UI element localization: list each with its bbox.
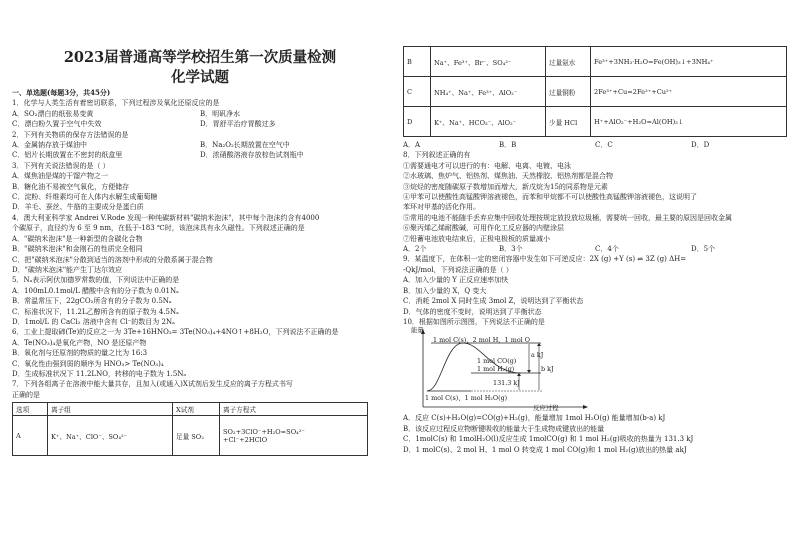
option-a: A．A — [403, 141, 421, 149]
question-1 — [12, 98, 388, 129]
question-stem: 5．Nₐ表示阿伏加德罗常数的值，下列说法中正确的是 — [12, 276, 180, 285]
question-stem: 2．下列有关物质的保存方法错误的是 — [12, 130, 129, 139]
question-stem: 1．化学与人类生活有着密切联系，下列过程涉及氧化还原反应的是 — [12, 99, 220, 108]
table-cell: 足量 SO₂ — [173, 416, 220, 456]
table-cell: K⁺、Na⁺、HCO₃⁻、AlO₂⁻ — [431, 107, 546, 137]
option-c: C．氧化性由强到弱的顺序为 HNO₃> Te(NO₃)₄ — [12, 359, 164, 368]
option-c: C．4个 — [595, 245, 619, 254]
table-cell: D — [404, 107, 431, 137]
option-d: D．D — [691, 141, 710, 149]
option-d: D．胃舒平治疗胃酸过多 — [200, 120, 276, 129]
table-header-row — [13, 403, 368, 416]
option-a: A．2个 — [403, 245, 427, 254]
question-stem: 4．澳大利亚科学家 Andrei V.Rode 发现一种纯碳新材料"碳纳米泡沫"，其中每个泡沫约含有4000 — [12, 213, 320, 222]
question-stem-cont: 正确的是 — [12, 390, 40, 399]
b-arrow-head — [537, 343, 541, 346]
statement-5: ⑤常用的电池不能随手丢弃应集中回收处理按规定放投放垃圾桶，需要统一回收，最主要的原因是回收金属 — [403, 213, 732, 222]
statement-2: ②水玻璃、焦炉气、铝热剂、煤焦油、天然橡胶、铝热剂都是混合物 — [403, 172, 613, 181]
statement-1: ①需要通电才可以进行的有：电解、电离、电镀、电泳 — [403, 161, 571, 170]
option-c: C．铝片长期放置在不密封的纸盒里 — [12, 151, 123, 160]
table-cell: 少量 HCl — [546, 107, 591, 137]
table-row — [404, 77, 787, 107]
header-cell: 离子方程式 — [220, 403, 368, 416]
statement-7: ⑦铅蓄电池放电结束后，正极电极板的质量减小 — [403, 234, 550, 243]
header-cell: X试剂 — [173, 403, 220, 416]
question-stem: 3．下列有关说法错误的是（ ） — [12, 161, 110, 170]
question-10 — [403, 317, 787, 455]
option-c: C．淀粉、纤维素均可在人体内水解生成葡萄糖 — [12, 193, 158, 202]
section-heading: 一、单选题(每题3分，共45分) — [12, 88, 111, 97]
delta-arrow-head — [517, 373, 521, 376]
a-arrow-head — [527, 370, 531, 373]
option-a: A．"碳纳米泡沫"是一种新型的含碳化合物 — [12, 234, 143, 243]
option-b: B．该反应过程反应物断键吸收的能量大于生成物成键放出的能量 — [403, 424, 605, 433]
q7-options — [403, 140, 787, 150]
delta-label: 131.3 kJ — [493, 379, 520, 388]
table-cell: Na⁺、Fe³⁺、Br⁻、SO₄²⁻ — [431, 47, 546, 77]
right-column — [403, 0, 787, 560]
table-row — [404, 107, 787, 137]
equation-line: +Cl⁻+2HClO — [223, 435, 268, 444]
table-row — [404, 47, 787, 77]
option-c: C．消耗 2mol X 同时生成 3mol Z，说明达到了平衡状态 — [403, 297, 584, 306]
option-a: A．反应 C(s)+H₂O(g)=CO(g)+H₂(g)，能量增加 1mol H₂O(g) 能量增加(b-a) kJ — [403, 414, 666, 423]
option-b: B．加入少量的 X，Q 变大 — [403, 286, 487, 295]
question-5 — [12, 275, 388, 327]
option-b: B．明矾净水 — [200, 109, 241, 118]
option-c: C．漂白粉久置于空气中失效 — [12, 120, 102, 129]
option-a: A．Te(NO₃)₄是氧化产物，NO 是还原产物 — [12, 338, 147, 347]
level-bottom-label: 1 mol C(s)、1 mol H₂O(g) — [425, 394, 508, 403]
question-6 — [12, 327, 388, 379]
question-4 — [12, 213, 388, 275]
table-cell: B — [404, 47, 431, 77]
energy-diagram — [411, 326, 651, 413]
table-cell: A — [13, 416, 48, 456]
table-cell: K⁺、Na⁺、ClO⁻、SO₄²⁻ — [48, 416, 173, 456]
option-d: D．羊毛、蚕丝、牛筋的主要成分是蛋白质 — [12, 203, 144, 212]
x-axis-label: 反应过程 — [533, 404, 559, 413]
a-label: a kJ — [531, 351, 544, 360]
option-d: D．5个 — [691, 245, 716, 254]
question-stem: 9．某温度下，在体积一定的密闭容器中发生如下可逆反应：2X (g) +Y (s) ⇌ 3Z (g) ΔH= — [403, 255, 687, 264]
option-b: B．3个 — [499, 245, 523, 254]
question-9 — [403, 254, 787, 316]
statement-4: ④甲苯可以使酸性高锰酸钾溶液褪色，而苯和甲烷都不可以使酸性高锰酸钾溶液褪色，这说明了 — [403, 193, 697, 202]
option-d: D．1 molC(s)、2 mol H、1 mol O 转变成 1 mol CO(g)和 1 mol H₂(g)放出的热量 akJ — [403, 445, 687, 454]
option-c: C．标准状况下，11.2L乙醇所含有的原子数为 4.5Nₐ — [12, 307, 179, 316]
option-b: B．糖化油不易被空气氧化，方便储存 — [12, 182, 130, 191]
option-b: B．Na₂O₂长期放置在空气中 — [200, 141, 290, 150]
equation-line: SO₂+3ClO⁻+H₂O=SO₄²⁻ — [223, 427, 305, 436]
table-row — [13, 416, 368, 456]
statement-4-cont: 苯环对甲基的活化作用。 — [403, 203, 480, 212]
option-c: C．把"碳纳米泡沫"分散到适当的溶剂中形成的分散系属于混合物 — [12, 255, 213, 264]
option-b: B．B — [499, 141, 517, 149]
option-b: B．"碳纳米泡沫"和金刚石的性质完全相同 — [12, 245, 143, 254]
b-label: b kJ — [541, 365, 554, 374]
question-stem: 6．工业上提取碲(Te)的反应之一为 3Te+16HNO₃= 3Te(NO₃)₄+4NO↑+8H₂O，下列说法不正确的是 — [12, 328, 339, 337]
header-cell: 离子组 — [48, 403, 173, 416]
statement-6: ⑥聚丙烯乙烯耐酸碱，可用作化工反应器的内壁涂层 — [403, 224, 564, 233]
question-stem: 8．下列叙述正确的有 — [403, 151, 471, 160]
option-d: D．"碳纳米泡沫"能产生丁达尔效应 — [12, 265, 123, 274]
option-c: C．1molC(s) 和 1molH₂O(l)反应生成 1molCO(g) 和 1 mol H₂(g)吸收的热量为 131.3 kJ — [403, 435, 694, 444]
exam-title: 2023届普通高等学校招生第一次质量检测 — [63, 49, 337, 66]
option-a: A．煤焦油是煤的干馏产物之一 — [12, 172, 109, 181]
option-d: D．气体的密度不变时，说明达到了平衡状态 — [403, 307, 542, 316]
question-8 — [403, 150, 787, 254]
header-cell: 选项 — [13, 403, 48, 416]
ion-table-continued — [403, 46, 787, 137]
ion-table — [12, 402, 368, 456]
table-cell: 2Fe³⁺+Cu=2Fe²⁺+Cu²⁺ — [591, 77, 787, 107]
question-7 — [12, 379, 388, 456]
option-a: A．金属钠存放于煤油中 — [12, 141, 88, 150]
left-column — [12, 0, 388, 560]
table-cell: 过量氨水 — [546, 47, 591, 77]
exam-subtitle: 化学试题 — [171, 69, 229, 86]
option-a: A．加入少量的 Y 正反应速率加快 — [403, 276, 509, 285]
question-stem-cont: -QkJ/mol，下列说法正确的是（ ） — [403, 265, 513, 274]
question-2 — [12, 130, 388, 161]
question-stem: 10．根据如图所示图图，下列说法不正确的是 — [403, 317, 545, 326]
question-stem: 7．下列各组离子在溶液中能大量共存，且加入(或通入)X试剂后发生反应的离子方程式书写 — [12, 380, 293, 389]
level-co-label: 1 mol CO(g) — [477, 357, 517, 366]
table-cell: NH₄⁺、Na⁺、Fe³⁺、AlO₂⁻ — [431, 77, 546, 107]
option-d: D．1mol/L 的 CaCl₂ 溶液中含有 Cl⁻的数目为 2Nₐ — [12, 317, 175, 326]
y-axis-label: 能量 — [411, 326, 424, 335]
table-cell: 过量铜粉 — [546, 77, 591, 107]
option-a: A．100mL0.1mol/L 醋酸中含有的分子数为 0.01Nₐ — [12, 286, 179, 295]
level-top-label: 1 mol C(s)、2 mol H、1 mol O — [433, 336, 530, 345]
option-b: B．氧化剂与还原剂的物质的量之比为 16:3 — [12, 349, 148, 358]
option-a: A．SO₂漂白的纸张易变黄 — [12, 109, 94, 118]
statement-3: ③烷烃的密度随碳原子数增加而增大，新戊烷为15的同系物是元素 — [403, 182, 608, 191]
x-axis-arrow — [583, 405, 588, 409]
table-cell: H⁺+AlO₂⁻+H₂O=Al(OH)₃↓ — [591, 107, 787, 137]
table-cell: Fe³⁺+3NH₃·H₂O=Fe(OH)₃↓+3NH₄⁺ — [591, 47, 787, 77]
option-b: B．常温常压下，22gCO₂所含有的分子数为 0.5Nₐ — [12, 297, 172, 306]
option-d: D．浓硝酸溶液存放棕色试剂瓶中 — [200, 151, 304, 160]
table-cell — [220, 416, 368, 456]
option-c: C．C — [595, 141, 613, 149]
table-cell: C — [404, 77, 431, 107]
option-d: D．生成标准状况下 11.2LNO，转移的电子数为 1.5Nₐ — [12, 369, 187, 378]
level-h2-label: 1 mol H₂(g) — [477, 365, 515, 374]
question-3 — [12, 161, 388, 213]
question-stem-cont: 个碳原子，直径约为 6 至 9 nm，在低于-183 ℃时，该泡沫具有永久磁性。下列叙述正确的是 — [12, 224, 305, 233]
